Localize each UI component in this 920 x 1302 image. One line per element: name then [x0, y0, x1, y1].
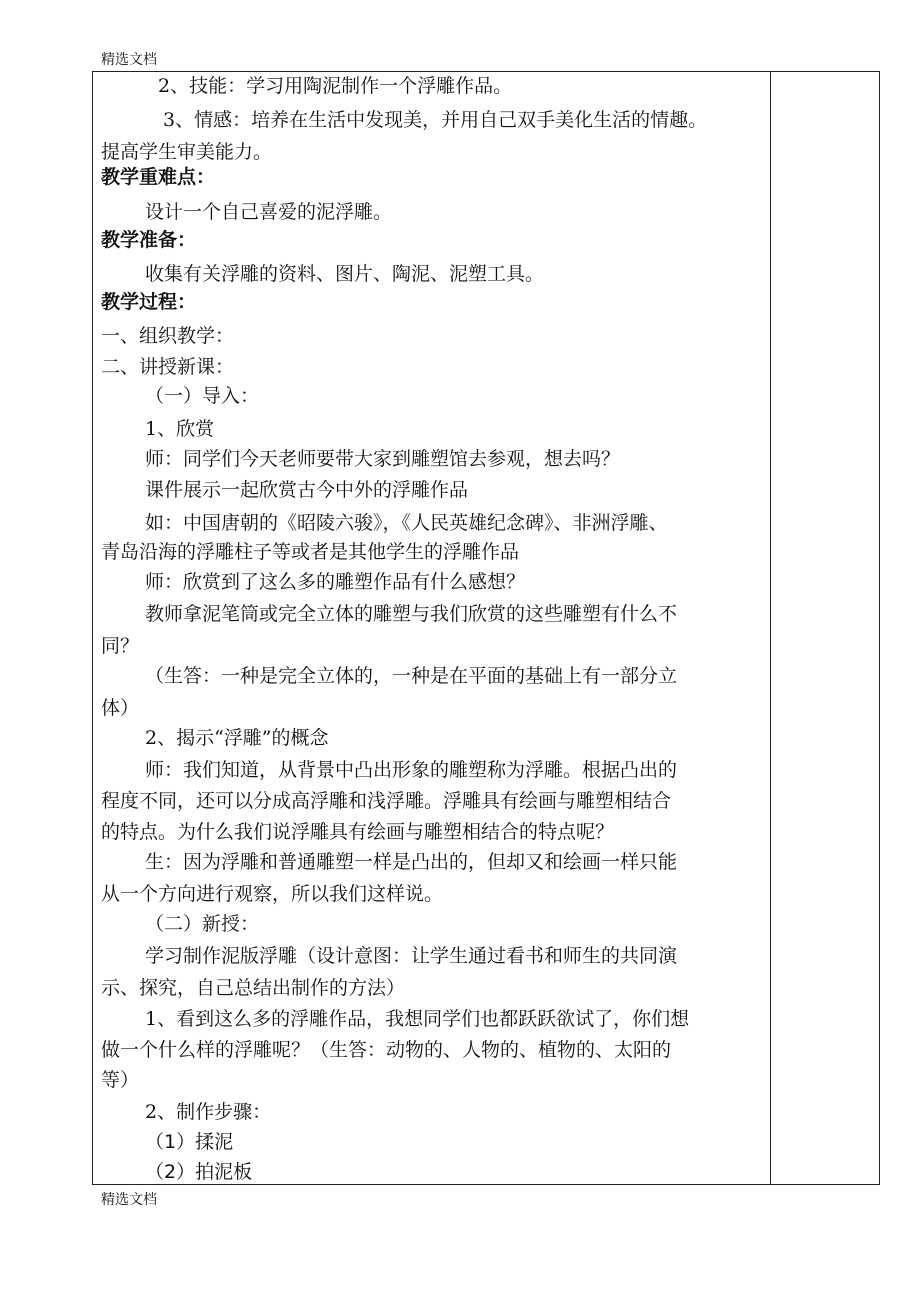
step-organize: 一、组织教学：: [101, 325, 235, 347]
heading-process: 教学过程：: [101, 291, 197, 313]
concept-line-1: 师：我们知道，从背景中凸出形象的雕塑称为浮雕。根据凸出的: [145, 759, 678, 781]
step-knead: （1）揉泥: [145, 1131, 234, 1153]
lesson-plan-table: [92, 71, 880, 1185]
heading-preparation: 教学准备：: [101, 229, 197, 251]
design-question-3: 等）: [101, 1069, 140, 1091]
student-answer-2: 体）: [101, 697, 140, 719]
courseware-show: 课件展示一起欣赏古今中外的浮雕作品: [145, 479, 469, 501]
examples-line-2: 青岛沿海的浮雕柱子等或者是其他学生的浮雕作品: [101, 541, 520, 563]
objective-skill: 2、技能：学习用陶泥制作一个浮雕作品。: [158, 75, 513, 97]
learn-relief-2: 示、探究，自己总结出制作的方法）: [101, 977, 406, 999]
design-question-2: 做一个什么样的浮雕呢？（生答：动物的、人物的、植物的、太阳的: [101, 1039, 672, 1061]
sub-appreciate: 1、欣赏: [145, 418, 215, 440]
concept-line-2: 程度不同，还可以分成高浮雕和浅浮雕。浮雕具有绘画与雕塑相结合: [101, 790, 672, 812]
heading-key-points: 教学重难点：: [101, 166, 216, 188]
learn-relief-1: 学习制作泥版浮雕（设计意图：让学生通过看书和师生的共同演: [145, 945, 678, 967]
objective-emotion-cont: 提高学生审美能力。: [101, 141, 273, 163]
concept-line-3: 的特点。为什么我们说浮雕具有绘画与雕塑相结合的特点呢？: [101, 821, 615, 843]
design-question-1: 1、看到这么多的浮雕作品，我想同学们也都跃跃欲试了，你们想: [145, 1008, 690, 1030]
column-divider: [770, 72, 771, 1184]
student-reason-1: 生：因为浮雕和普通雕塑一样是凸出的，但却又和绘画一样只能: [145, 851, 678, 873]
preparation-text: 收集有关浮雕的资料、图片、陶泥、泥塑工具。: [145, 263, 545, 285]
section-new-teaching: （二）新授：: [145, 913, 260, 935]
page-header: 精选文档: [101, 52, 157, 68]
section-intro: （一）导入：: [145, 385, 260, 407]
student-reason-2: 从一个方向进行观察，所以我们这样说。: [101, 883, 444, 905]
student-answer-1: （生答：一种是完全立体的，一种是在平面的基础上有一部分立: [145, 665, 678, 687]
page-footer: 精选文档: [101, 1192, 157, 1208]
teacher-compare-1: 教师拿泥笔筒或完全立体的雕塑与我们欣赏的这些雕塑有什么不: [145, 603, 678, 625]
sub-steps: 2、制作步骤：: [145, 1101, 272, 1123]
teacher-question-1: 师：同学们今天老师要带大家到雕塑馆去参观，想去吗？: [145, 448, 621, 470]
step-teach-new: 二、讲授新课：: [101, 356, 235, 378]
examples-line-1: 如：中国唐朝的《昭陵六骏》，《人民英雄纪念碑》、非洲浮雕、: [145, 512, 668, 534]
step-pat-board: （2）拍泥板: [145, 1161, 253, 1183]
objective-emotion: 3、情感：培养在生活中发现美，并用自己双手美化生活的情趣。: [163, 109, 708, 131]
key-points-text: 设计一个自己喜爱的泥浮雕。: [145, 201, 393, 223]
sub-concept: 2、揭示“浮雕”的概念: [145, 727, 329, 749]
teacher-compare-2: 同？: [101, 635, 140, 657]
teacher-question-2: 师：欣赏到了这么多的雕塑作品有什么感想？: [145, 571, 526, 593]
